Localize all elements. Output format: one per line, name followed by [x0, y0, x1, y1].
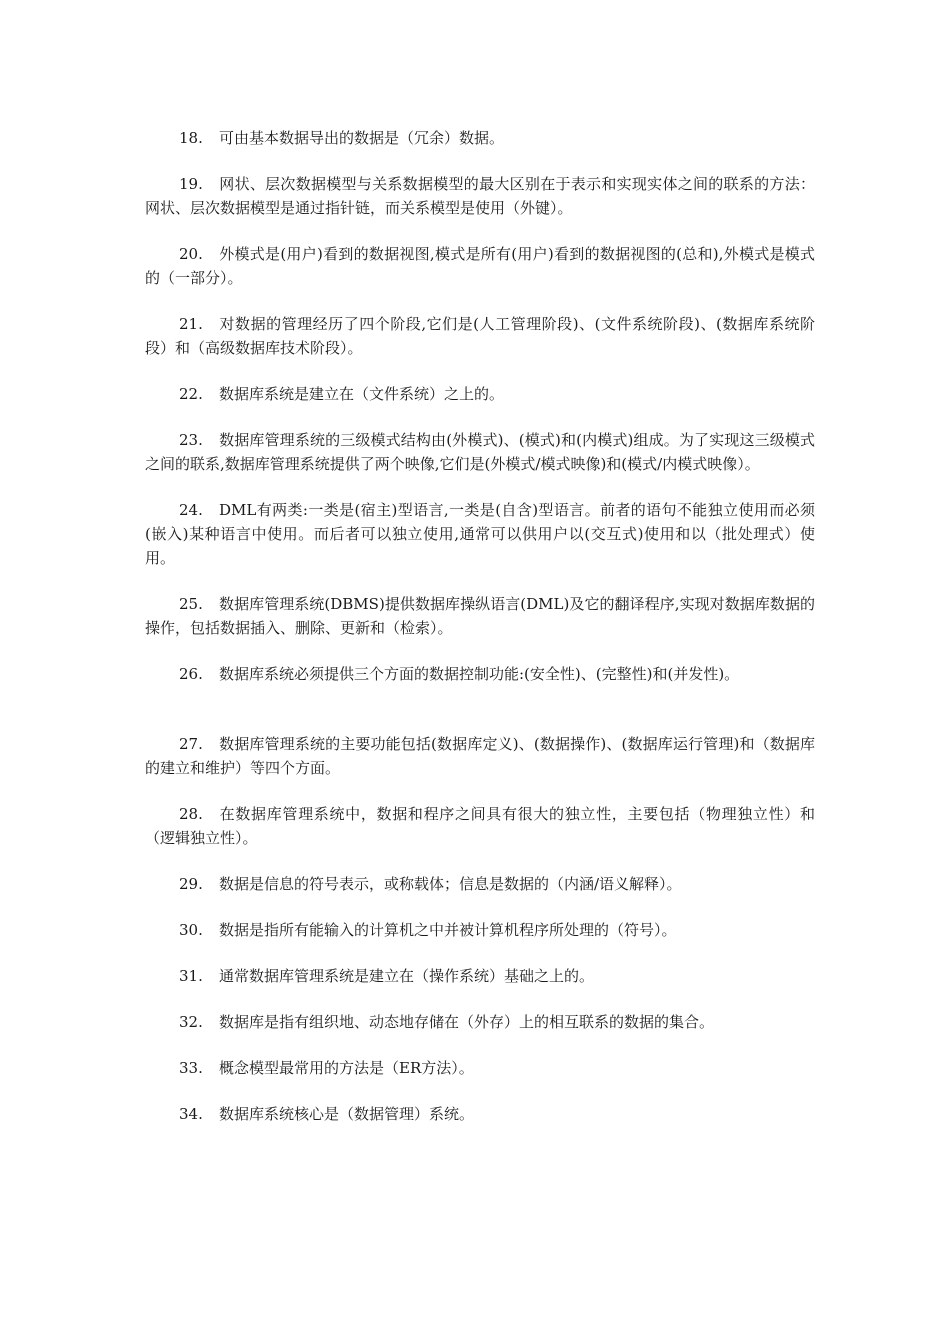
item-text: 可由基本数据导出的数据是（冗余）数据。 — [219, 129, 505, 147]
item-number: 29. — [179, 875, 203, 893]
document-page — [145, 126, 815, 1126]
item-21 — [145, 312, 815, 360]
item-text: 外模式是(用户)看到的数据视图,模式是所有(用户)看到的数据视图的(总和),外模式是模式的（一部分）。 — [145, 245, 815, 287]
item-19 — [145, 172, 815, 220]
item-32 — [145, 1010, 815, 1034]
item-number: 34. — [179, 1105, 203, 1123]
item-text: 数据库是指有组织地、动态地存储在（外存）上的相互联系的数据的集合。 — [219, 1013, 715, 1031]
item-number: 18. — [179, 129, 203, 147]
item-24 — [145, 498, 815, 570]
item-26 — [145, 662, 815, 686]
item-27 — [145, 732, 815, 780]
item-number: 19. — [179, 175, 203, 193]
item-text: 数据是信息的符号表示，或称载体；信息是数据的（内涵/语义解释）。 — [219, 875, 682, 893]
item-18 — [145, 126, 815, 150]
item-30 — [145, 918, 815, 942]
item-text: 数据库管理系统的主要功能包括(数据库定义)、(数据操作)、(数据库运行管理)和（数据库的建立和维护）等四个方面。 — [145, 735, 815, 777]
item-23 — [145, 428, 815, 476]
item-text: 数据是指所有能输入的计算机之中并被计算机程序所处理的（符号）。 — [219, 921, 677, 939]
item-number: 22. — [179, 385, 203, 403]
item-number: 25. — [179, 595, 203, 613]
item-text: 网状、层次数据模型与关系数据模型的最大区别在于表示和实现实体之间的联系的方法：网状、层次数据模型是通过指针链，而关系模型是使用（外键）。 — [145, 175, 815, 217]
item-text: 对数据的管理经历了四个阶段,它们是(人工管理阶段)、(文件系统阶段)、(数据库系统阶段）和（高级数据库技术阶段）。 — [145, 315, 815, 357]
item-text: 数据库系统核心是（数据管理）系统。 — [219, 1105, 475, 1123]
item-text: DML有两类:一类是(宿主)型语言,一类是(自含)型语言。前者的语句不能独立使用而必须(嵌入)某种语言中使用。而后者可以独立使用,通常可以供用户以(交互式)使用和以（批处理式）使用。 — [145, 501, 815, 567]
item-number: 33. — [179, 1059, 203, 1077]
item-text: 数据库管理系统(DBMS)提供数据库操纵语言(DML)及它的翻译程序,实现对数据库数据的操作，包括数据插入、删除、更新和（检索）。 — [145, 595, 815, 637]
item-text: 在数据库管理系统中，数据和程序之间具有很大的独立性，主要包括（物理独立性）和（逻辑独立性）。 — [145, 805, 815, 847]
item-number: 27. — [179, 735, 203, 753]
item-29 — [145, 872, 815, 896]
item-text: 数据库系统必须提供三个方面的数据控制功能:(安全性)、(完整性)和(并发性)。 — [219, 665, 740, 683]
item-number: 26. — [179, 665, 203, 683]
item-31 — [145, 964, 815, 988]
item-number: 20. — [179, 245, 203, 263]
item-number: 23. — [179, 431, 203, 449]
item-number: 28. — [179, 805, 203, 823]
item-number: 31. — [179, 967, 203, 985]
item-34 — [145, 1102, 815, 1126]
item-text: 数据库管理系统的三级模式结构由(外模式)、(模式)和(内模式)组成。为了实现这三级模式之间的联系,数据库管理系统提供了两个映像,它们是(外模式/模式映像)和(模式/内模式映像）。 — [145, 431, 815, 473]
item-text: 数据库系统是建立在（文件系统）之上的。 — [219, 385, 505, 403]
item-20 — [145, 242, 815, 290]
item-text: 概念模型最常用的方法是（ER方法）。 — [219, 1059, 474, 1077]
item-28 — [145, 802, 815, 850]
item-number: 21. — [179, 315, 203, 333]
item-text: 通常数据库管理系统是建立在（操作系统）基础之上的。 — [219, 967, 595, 985]
item-number: 32. — [179, 1013, 203, 1031]
item-number: 30. — [179, 921, 203, 939]
item-22 — [145, 382, 815, 406]
item-number: 24. — [179, 501, 203, 519]
item-33 — [145, 1056, 815, 1080]
item-25 — [145, 592, 815, 640]
